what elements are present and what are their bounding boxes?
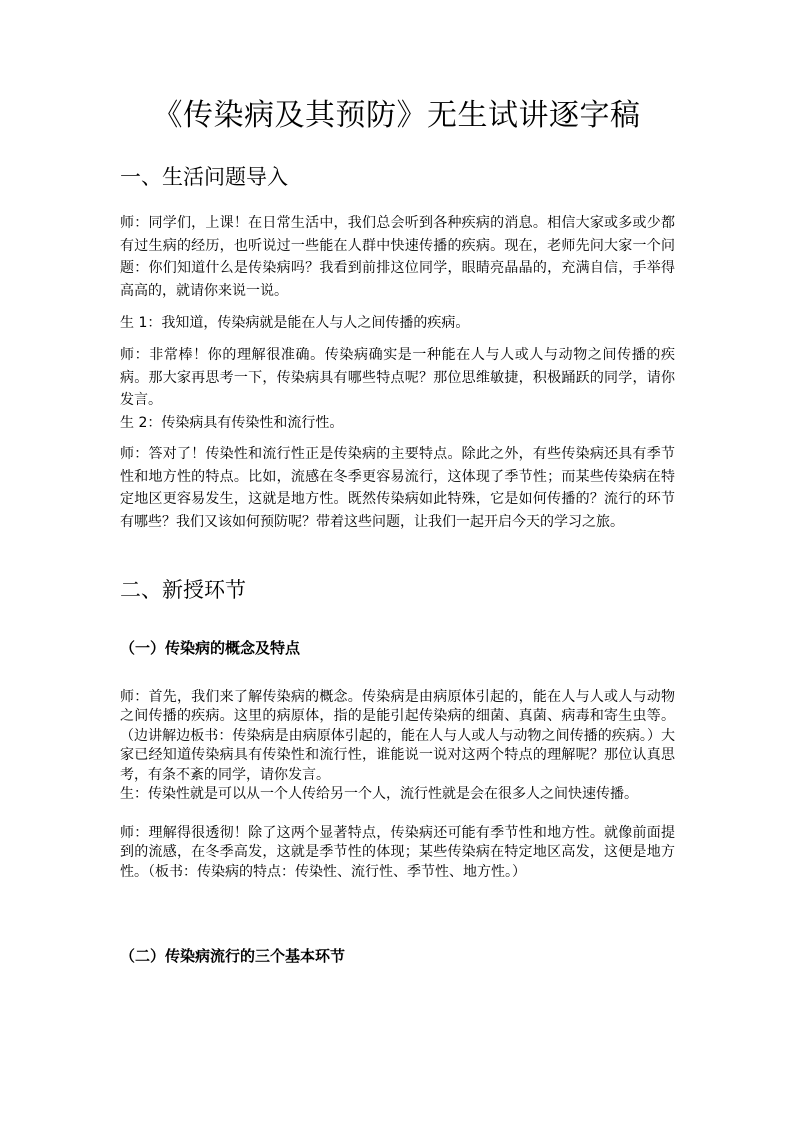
- paragraph-teacher-features: 师：理解得很透彻！除了这两个显著特点，传染病还可能有季节性和地方性。就像前面提到的流感，在冬季高发，这就是季节性的体现；某些传染病在特定地区高发，这便是地方性。（板书：传染病的特点：传染性、流行性、季节性、地方性。）: [120, 825, 675, 880]
- section-heading-new-lesson: 二、新授环节: [120, 578, 246, 602]
- subsection-heading-three-links: （二）传染病流行的三个基本环节: [120, 947, 346, 965]
- paragraph-student1-answer: 生 1：我知道，传染病就是能在人与人之间传播的疾病。: [120, 315, 470, 331]
- paragraph-student-understanding: 生：传染性就是可以从一个人传给另一个人，流行性就是会在很多人之间快速传播。: [120, 786, 638, 802]
- paragraph-teacher-opening: 师：同学们，上课！在日常生活中，我们总会听到各种疾病的消息。相信大家或多或少都有过生病的经历，也听说过一些能在人群中快速传播的疾病。现在，老师先问大家一个问题：你们知道什么是传染病吗？我看到前排这位同学，眼睛亮晶晶的，充满自信，手举得高高的，就请你来说一说。: [120, 215, 675, 299]
- subsection-heading-concept: （一）传染病的概念及特点: [120, 639, 301, 657]
- paragraph-student2-answer: 生 2：传染病具有传染性和流行性。: [120, 415, 344, 431]
- paragraph-teacher-concept: 师：首先，我们来了解传染病的概念。传染病是由病原体引起的，能在人与人或人与动物之间传播的疾病。这里的病原体，指的是能引起传染病的细菌、真菌、病毒和寄生虫等。（边讲解边板书：传染病是由病原体引起的，能在人与人或人与动物之间传播的疾病。）大家已经知道传染病具有传染性和流行性，谁能说一说对这两个特点的理解呢？那位认真思考，有条不紊的同学，请你发言。: [120, 689, 675, 783]
- section-heading-introduction: 一、生活问题导入: [120, 165, 288, 189]
- paragraph-teacher-summary: 师：答对了！传染性和流行性正是传染病的主要特点。除此之外，有些传染病还具有季节性和地方性的特点。比如，流感在冬季更容易流行，这体现了季节性；而某些传染病在特定地区更容易发生，这就是地方性。既然传染病如此特殊，它是如何传播的？流行的环节有哪些？我们又该如何预防呢？带着这些问题，让我们一起开启今天的学习之旅。: [120, 446, 675, 530]
- paragraph-teacher-followup: 师：非常棒！你的理解很准确。传染病确实是一种能在人与人或人与动物之间传播的疾病。那大家再思考一下，传染病具有哪些特点呢？那位思维敏捷，积极踊跃的同学，请你发言。: [120, 347, 675, 409]
- document-title: 《传染病及其预防》无生试讲逐字稿: [152, 98, 641, 133]
